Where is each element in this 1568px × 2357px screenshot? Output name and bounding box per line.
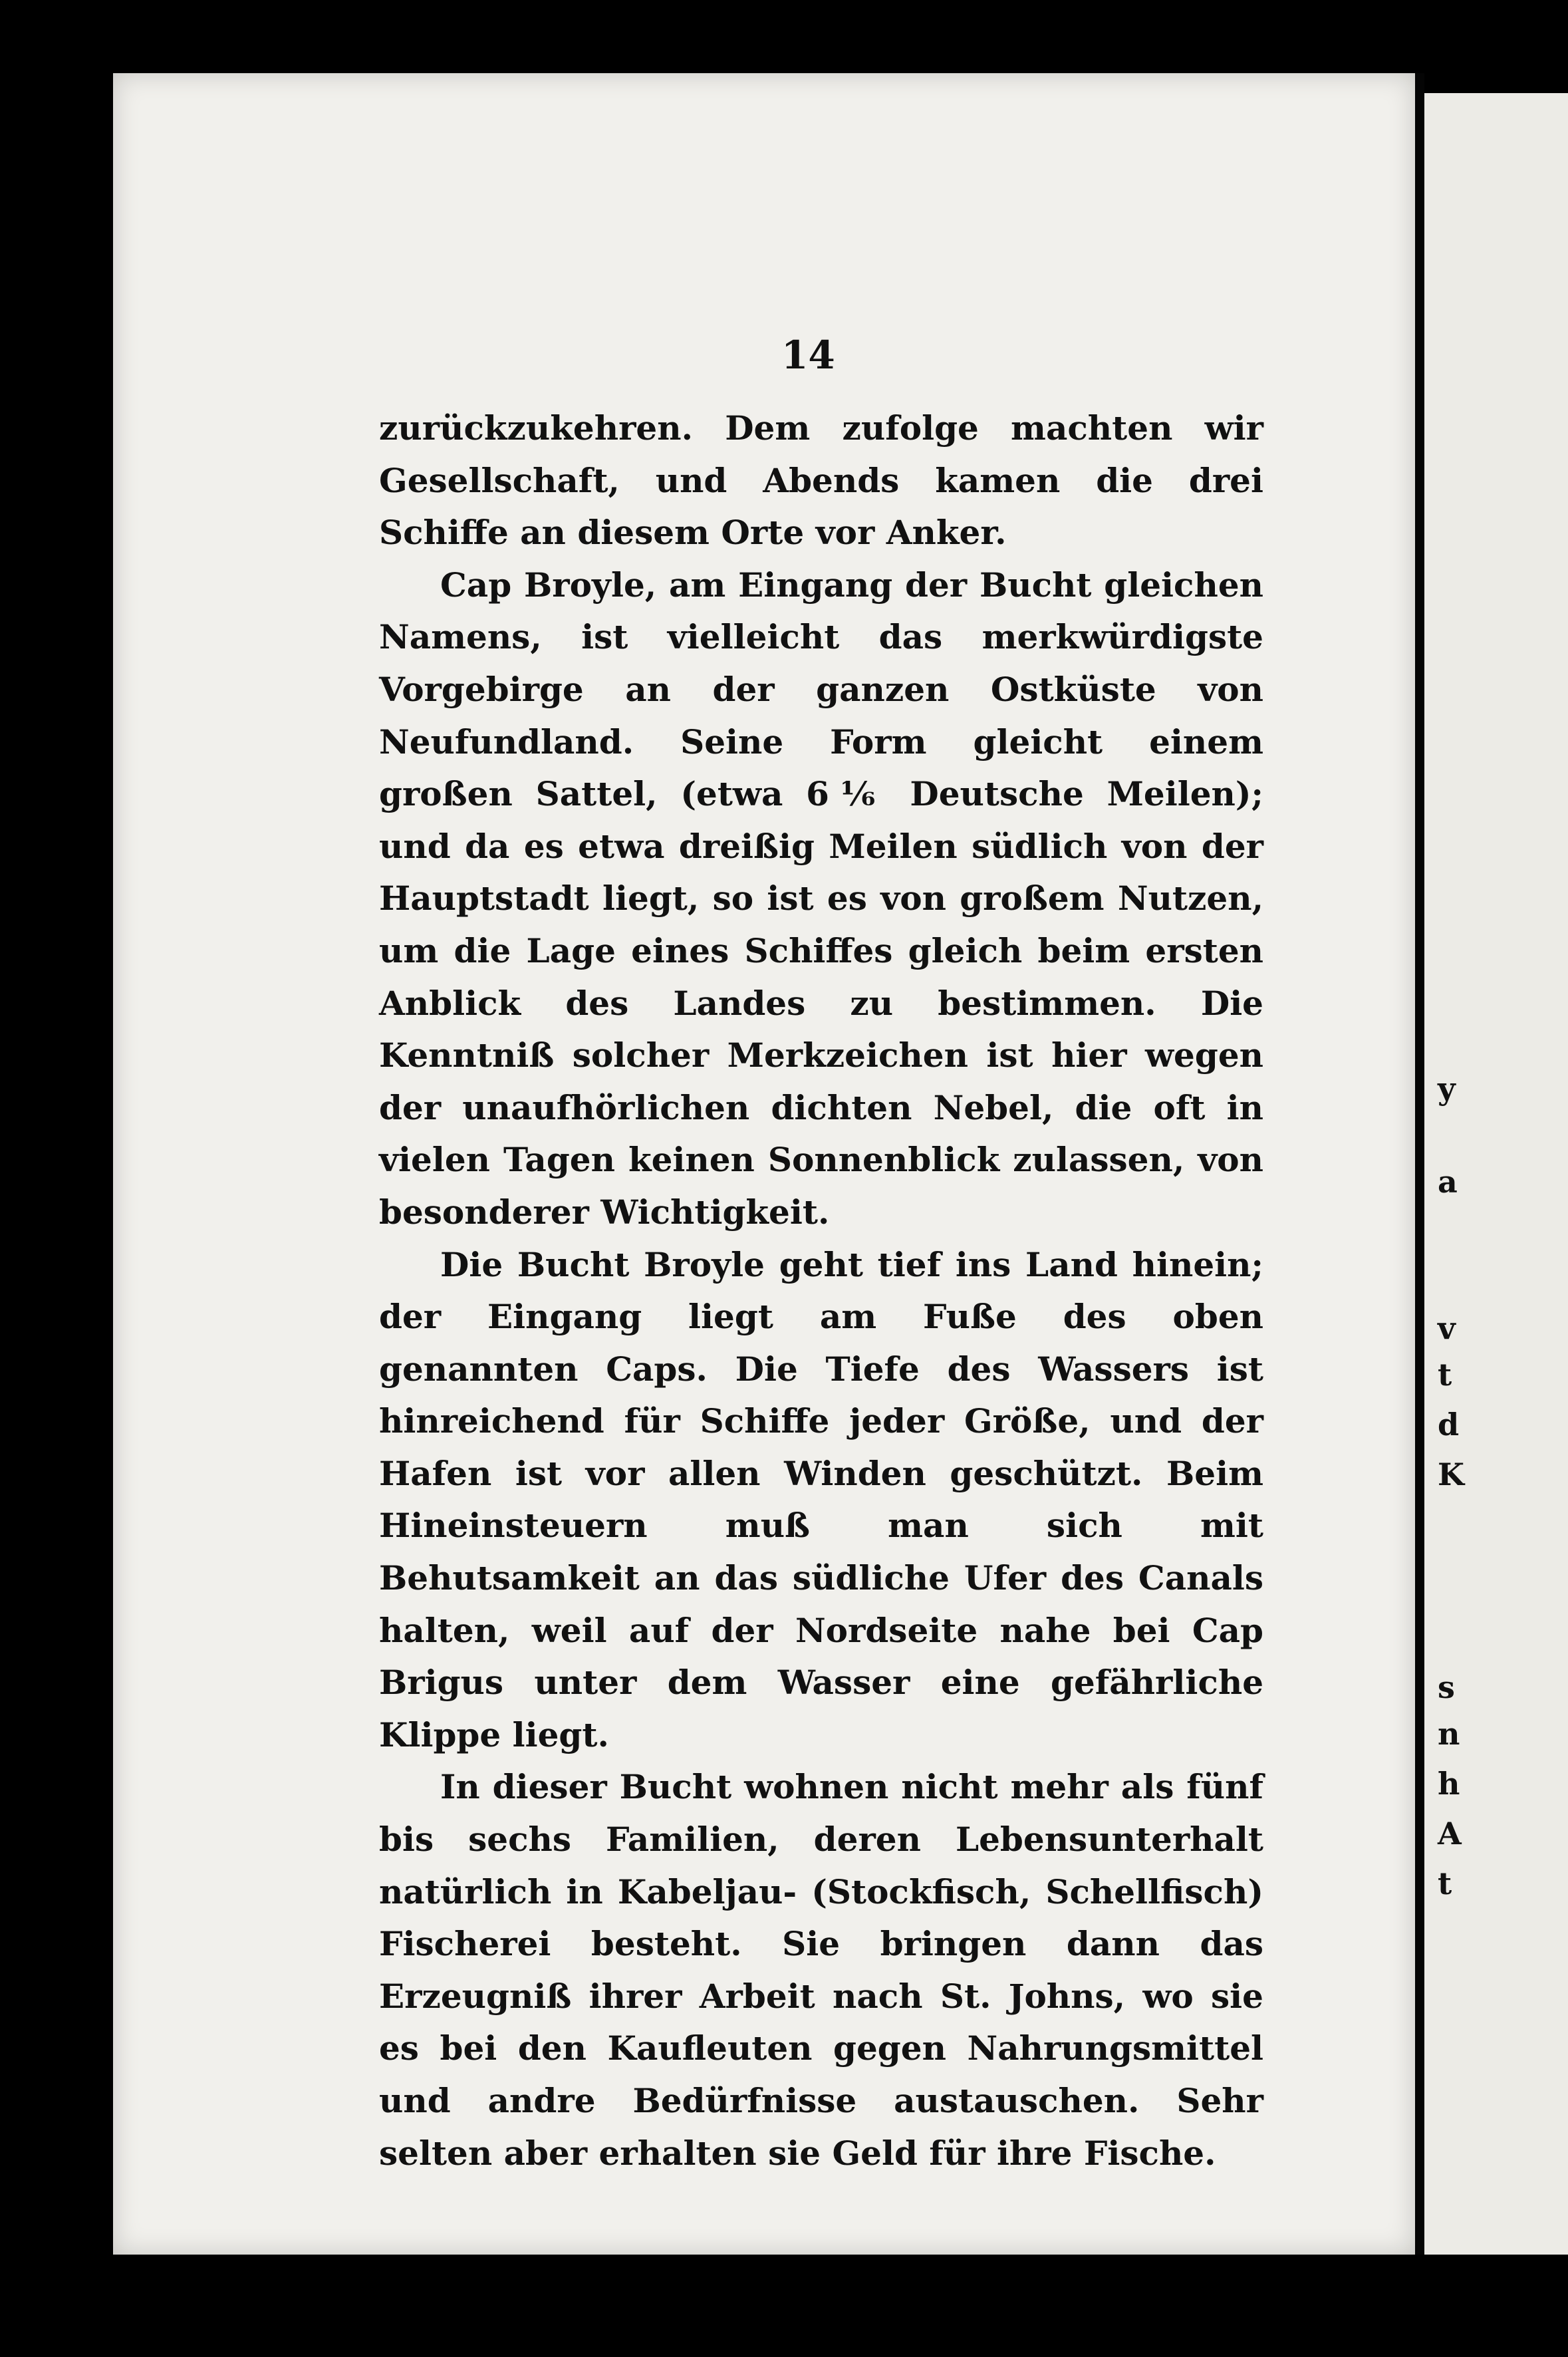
fragment-letter: n	[1438, 1716, 1460, 1752]
body-text	[379, 402, 1263, 2179]
page-gutter	[1415, 73, 1424, 2255]
adjacent-page-edge	[1424, 93, 1568, 2255]
paragraph: In dieser Bucht wohnen nicht mehr als fünf bis sechs Familien, deren Lebensunterhalt natürlich in Kabeljau- (Stockfisch, Schellfisch) Fischerei besteht. Sie bringen dann das Erzeugniß ihrer Arbeit nach St. Johns, wo sie es bei den Kaufleuten gegen Nahrungsmittel und andre Bedürfnisse austauschen. Sehr selten aber erhalten sie Geld für ihre Fische.	[379, 1767, 1263, 2173]
fragment-letter: A	[1438, 1816, 1462, 1852]
fragment-letter: s	[1438, 1669, 1455, 1705]
fragment-letter: h	[1438, 1766, 1460, 1802]
paragraph: zurückzukehren. Dem zufolge machten wir Gesellschaft, und Abends kamen die drei Schiffe an diesem Orte vor Anker.	[379, 408, 1263, 553]
paragraph: Cap Broyle, am Eingang der Bucht gleichen Namens, ist vielleicht das merkwürdigste Vorgebirge an der ganzen Ostküste von Neufundland. Seine Form gleicht einem großen Sattel, (etwa 6⅙ Deutsche Meilen); und da es etwa dreißig Meilen südlich von der Hauptstadt liegt, so ist es von großem Nutzen, um die Lage eines Schiffes gleich beim ersten Anblick des Landes zu bestimmen. Die Kenntniß solcher Merkzeichen ist hier wegen der unaufhörlichen dichten Nebel, die oft in vielen Tagen keinen Sonnenblick zulassen, von besonderer Wichtigkeit.	[379, 565, 1263, 1232]
fragment-letter: v	[1438, 1310, 1456, 1346]
fragment-letter: t	[1438, 1357, 1452, 1393]
fragment-letter: d	[1438, 1407, 1460, 1443]
paragraph: Die Bucht Broyle geht tief ins Land hinein; der Eingang liegt am Fuße des oben genannten Caps. Die Tiefe des Wassers ist hinreichend für Schiffe jeder Größe, und der Hafen ist vor allen Winden geschützt. Beim Hineinsteuern muß man sich mit Behutsamkeit an das südliche Ufer des Canals halten, weil auf der Nordseite nahe bei Cap Brigus unter dem Wasser eine gefährliche Klippe liegt.	[379, 1244, 1263, 1754]
fragment-letter: K	[1438, 1456, 1464, 1492]
page-number: 14	[781, 333, 835, 378]
fragment-letter: t	[1438, 1866, 1452, 1901]
fragment-letter: a	[1438, 1164, 1458, 1200]
fragment-letter: y	[1438, 1071, 1456, 1107]
